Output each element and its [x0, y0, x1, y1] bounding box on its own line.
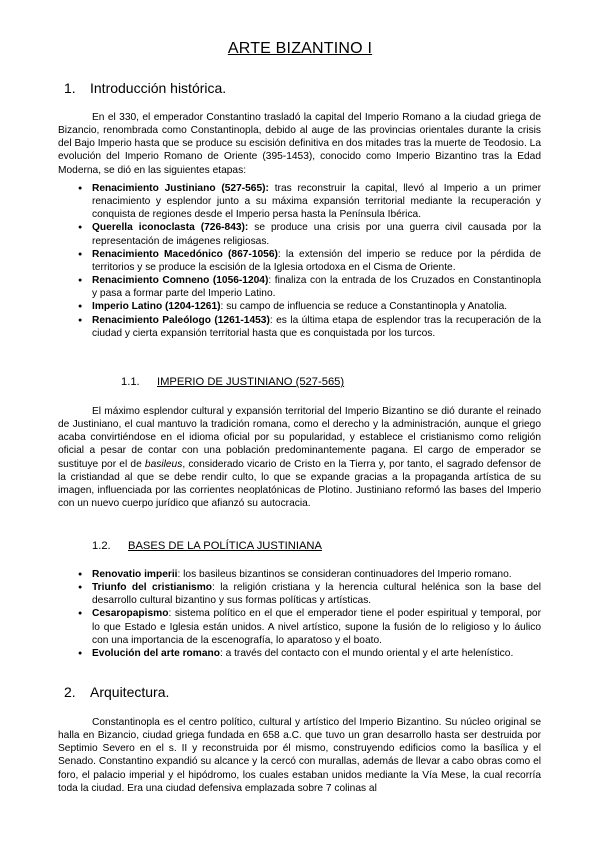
- list-item: ● Renacimiento Comneno (1056-1204): finaliza con la entrada de los Cruzados en Constantinopla y pasa a formar parte del Imperio Latino.: [92, 274, 541, 300]
- section-number: 1.2.: [92, 540, 111, 552]
- section-number: 1.1.: [121, 376, 140, 388]
- section-title: BASES DE LA POLÍTICA JUSTINIANA: [128, 540, 322, 552]
- list-item: ● Renovatio imperii: los basileus bizantinos se consideran continuadores del Imperio romano.: [92, 568, 541, 581]
- stages-list: [92, 182, 541, 340]
- section-number: 1.: [64, 80, 76, 96]
- architecture-paragraph: Constantinopla es el centro político, cultural y artístico del Imperio Bizantino. Su núcleo original se halla en Bizancio, ciudad griega fundada en 658 a.C. que tuvo un gran desarrollo hasta ser destruida por Septimio Severo en el s. II y reconstruida por él mismo, construyendo edificios como la basílica y el Senado. Constantino expandió su alcance y la cercó con murallas, además de llevar a cabo obras como el foro, el palacio imperial y el hipódromo, los cuales estaban unidos mediante la Vía Mese, la cual recorría toda la ciudad. Era una ciudad defensiva emplazada sobre 7 colinas al: [58, 717, 541, 794]
- policy-list: [92, 568, 541, 660]
- section-1-heading: [64, 80, 226, 96]
- section-title: IMPERIO DE JUSTINIANO (527-565): [157, 376, 345, 388]
- section-1-1-heading: [121, 376, 344, 388]
- section-title: Introducción histórica.: [90, 80, 227, 96]
- intro-paragraph: En el 330, el emperador Constantino trasladó la capital del Imperio Romano a la ciudad griega de Bizancio, renombrada como Constantinopla, debido al auge de las provincias orientales durante la crisis del Bajo Imperio hasta que se produce su escisión definitiva en dos mitades tras la muerte de Teodosio. La evolución del Imperio Romano de Oriente (395-1453), conocido como Imperio Bizantino tras la Edad Moderna, se dió en las siguientes etapas:: [58, 112, 541, 176]
- list-item: ● Renacimiento Justiniano (527-565): tras reconstruir la capital, llevó al Imperio a un primer renacimiento y esplendor junto a su máxima expansión territorial mediante la recuperación y conquista de regiones desde el Imperio persa hasta la Península Ibérica.: [92, 182, 541, 221]
- section-number: 2.: [64, 684, 76, 700]
- section-2-heading: [64, 684, 169, 700]
- section-title: Arquitectura.: [90, 684, 170, 700]
- list-item: ● Cesaropapismo: sistema político en el que el emperador tiene el poder espiritual y temporal, por lo que Estado e Iglesia están unidos. A nivel artístico, supone la fusión de lo religioso y lo áulico con una importancia de la escenografía, lo aparatoso y el boato.: [92, 607, 541, 646]
- justinian-paragraph: El máximo esplendor cultural y expansión territorial del Imperio Bizantino se dió durante el reinado de Justiniano, el cual mantuvo la tradición romana, como el derecho y la administración, aunque el griego acaba convirtiéndose en el idioma oficial por su popularidad, y establece el cristianismo como religión oficial a pesar de contar con una población predominantemente pagana. El cargo de emperador se sustituye por el de basileus, considerado vicario de Cristo en la Tierra y, por tanto, el sagrado defensor de la cristiandad al que se debe rendir culto, lo que se expande gracias a la propaganda artística de su imagen, influenciada por las corrientes neoplatónicas de Plotino. Justiniano reformó las bases del Imperio con un nuevo cuerpo jurídico que afianzó su autocracia.: [58, 406, 541, 510]
- list-item: ● Evolución del arte romano: a través del contacto con el mundo oriental y el arte helenístico.: [92, 647, 541, 660]
- section-1-2-heading: [92, 540, 322, 552]
- list-item: ● Querella iconoclasta (726-843): se produce una crisis por una guerra civil causada por la representación de imágenes religiosas.: [92, 221, 541, 247]
- list-item: ● Renacimiento Macedónico (867-1056): la extensión del imperio se reduce por la pérdida de territorios y se produce la escisión de la Iglesia ortodoxa en el Cisma de Oriente.: [92, 248, 541, 274]
- list-item: ● Renacimiento Paleólogo (1261-1453): es la última etapa de esplendor tras la recuperación de la ciudad y cierta expansión territorial hasta que es conquistada por los turcos.: [92, 314, 541, 340]
- list-item: ● Triunfo del cristianismo: la religión cristiana y la herencia cultural helénica son la base del desarrollo cultural bizantino y sus formas políticas y artísticas.: [92, 581, 541, 607]
- document-title: ARTE BIZANTINO I: [227, 40, 373, 57]
- list-item: ● Imperio Latino (1204-1261): su campo de influencia se reduce a Constantinopla y Anatolia.: [92, 300, 541, 313]
